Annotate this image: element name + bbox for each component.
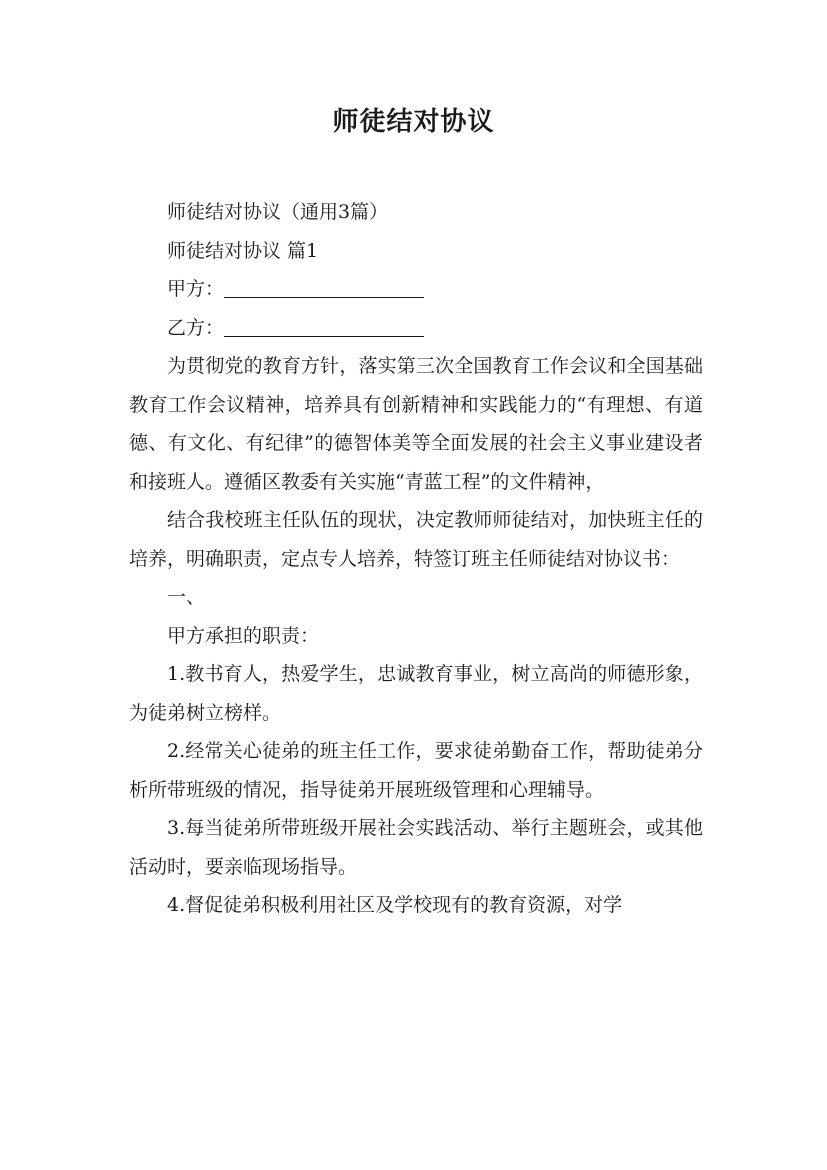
section-heading: 师徒结对协议 篇1 — [167, 239, 319, 262]
party-b-line — [129, 309, 703, 348]
duty-item-1: 1.教书育人，热爱学生，忠诚教育事业，树立高尚的师德形象，为徒弟树立榜样。 — [129, 663, 703, 724]
section-number: 一、 — [167, 586, 206, 608]
paragraph-decision: 结合我校班主任队伍的现状，决定教师师徒结对，加快班主任的培养，明确职责，定点专人培养，特签订班主任师徒结对协议书： — [129, 509, 703, 570]
party-a-blank — [224, 271, 424, 298]
document-body — [129, 193, 703, 925]
duty-item-2: 2.经常关心徒弟的班主任工作，要求徒弟勤奋工作，帮助徒弟分析所带班级的情况，指导徒弟开展班级管理和心理辅导。 — [129, 740, 703, 801]
duty-item-3: 3.每当徒弟所带班级开展社会实践活动、举行主题班会，或其他活动时，要亲临现场指导。 — [129, 817, 703, 878]
party-b-label: 乙方： — [167, 316, 225, 339]
duty-item-4: 4.督促徒弟积极利用社区及学校现有的教育资源，对学 — [167, 894, 623, 916]
document-title: 师徒结对协议 — [332, 107, 495, 137]
party-a-label: 甲方： — [167, 278, 225, 300]
document-subtitle: 师徒结对协议（通用3篇） — [167, 201, 389, 223]
party-a-duties-heading: 甲方承担的职责： — [167, 624, 320, 647]
paragraph-purpose: 为贯彻党的教育方针，落实第三次全国教育工作会议和全国基础教育工作会议精神，培养具有创新精神和实践能力的“有理想、有道德、有文化、有纪律”的德智体美等全面发展的社会主义事业建设者和接班人。遵循区教委有关实施“青蓝工程”的文件精神， — [129, 355, 703, 493]
party-b-blank — [224, 310, 424, 337]
party-a-line — [129, 270, 703, 309]
